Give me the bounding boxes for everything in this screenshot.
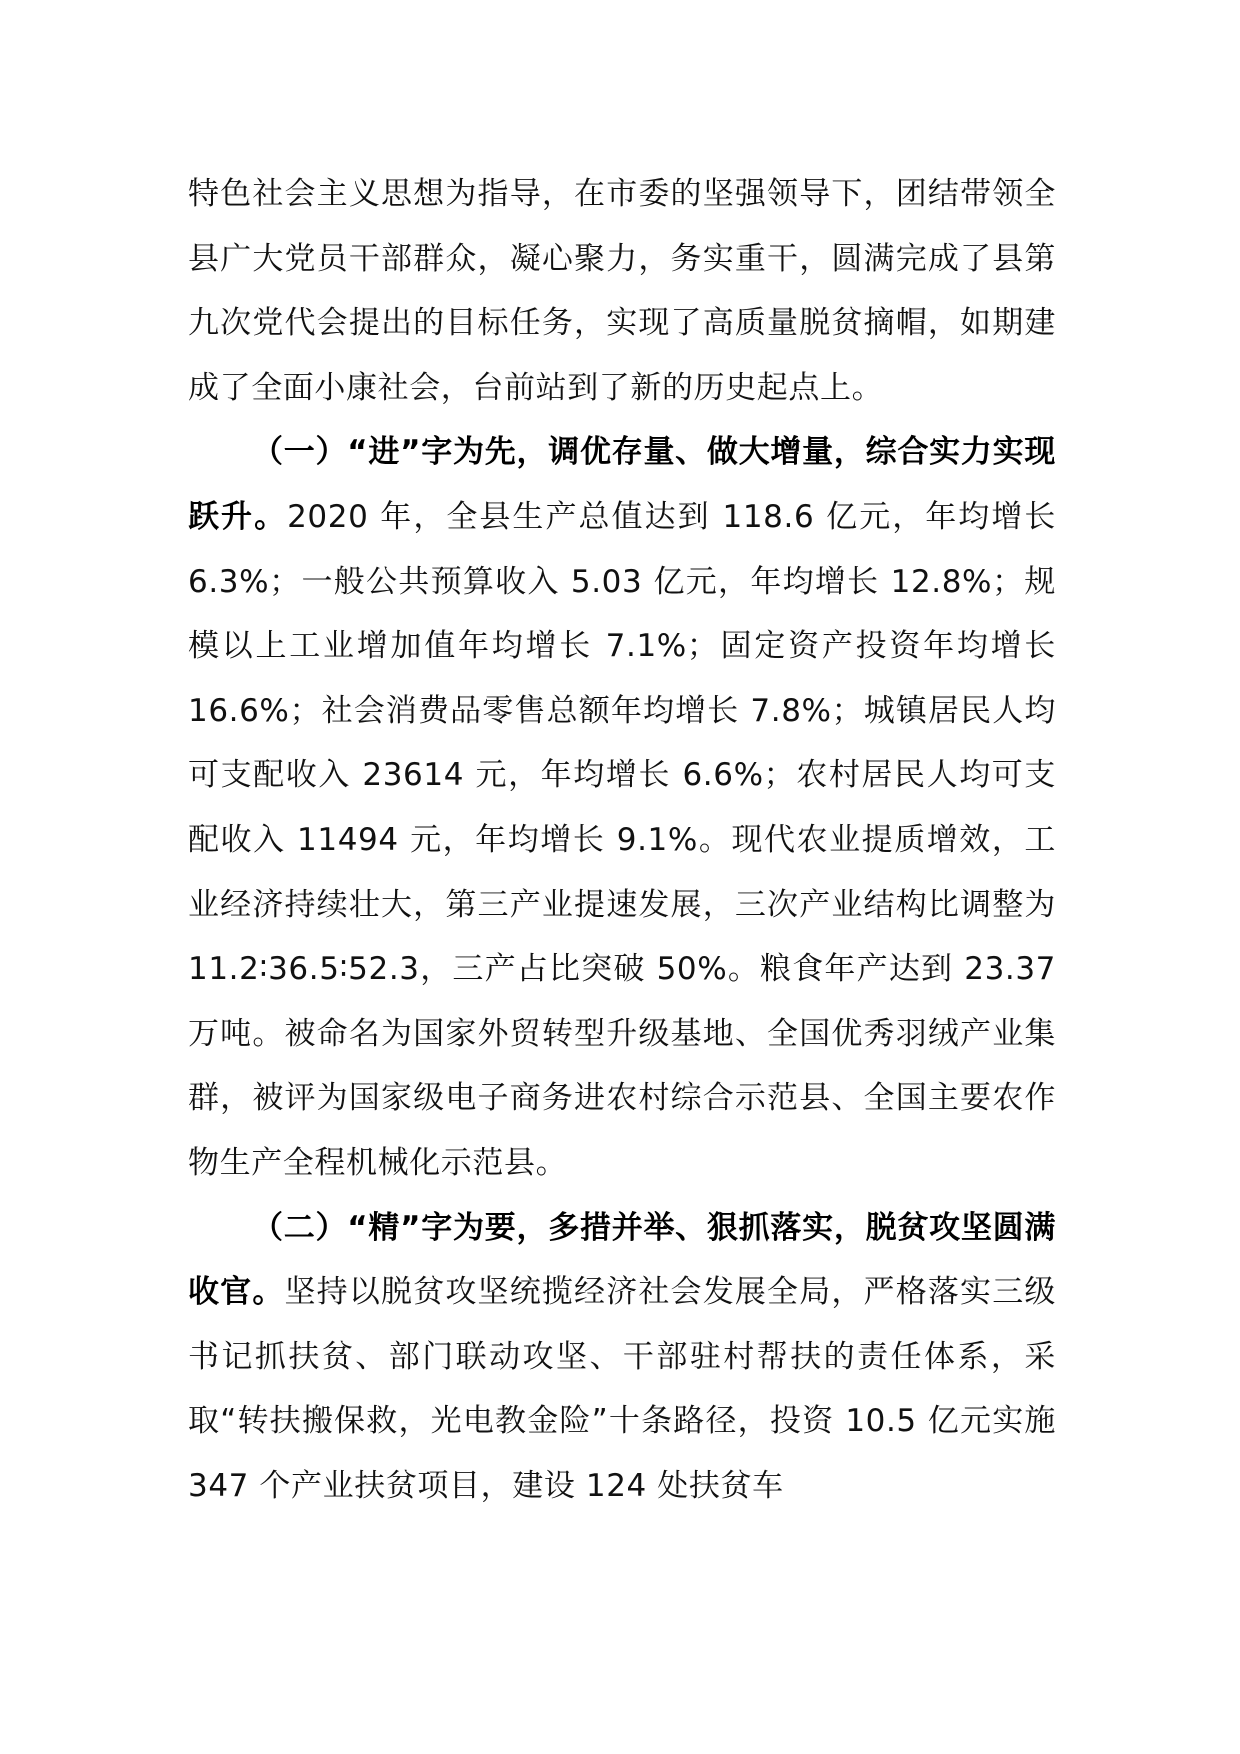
paragraph-intro: [188, 162, 1056, 420]
section-2-heading: （二）“精”字为要，多措并举、狠抓落实，脱贫攻坚圆满收官。: [188, 1209, 1056, 1311]
paragraph-section-1: [188, 420, 1056, 1195]
section-1-heading: （一）“进”字为先，调优存量、做大增量，综合实力实现跃升。: [188, 434, 1056, 535]
section-1-text: 2020 年，全县生产总值达到 118.6 亿元，年均增长 6.3%；一般公共预算收入 5.03 亿元，年均增长 12.8%；规模以上工业增加值年均增长 7.1%；固定资产投资年均增长 16.6%；社会消费品零售总额年均增长 7.8%；城镇居民人均可支配收入 23614 元，年均增长 6.6%；农村居民人均可支配收入 11494 元，年均增长 9.1%。现代农业提质增效，工业经济持续壮大，第三产业提速发展，三次产业结构比调整为 11.2∶36.5∶52.3，三产占比突破 50%。粮食年产达到 23.37 万吨。被命名为国家外贸转型升级基地、全国优秀羽绒产业集群，被评为国家级电子商务进农村综合示范县、全国主要农作物生产全程机械化示范县。: [188, 498, 1056, 1181]
document-body: [188, 162, 1056, 1518]
section-2-text: 坚持以脱贫攻坚统揽经济社会发展全局，严格落实三级书记抓扶贫、部门联动攻坚、干部驻村帮扶的责任体系，采取“转扶搬保救，光电教金险”十条路径，投资 10.5 亿元实施 347 个产业扶贫项目，建设 124 处扶贫车: [188, 1274, 1056, 1504]
paragraph-intro-text: 特色社会主义思想为指导，在市委的坚强领导下，团结带领全县广大党员干部群众，凝心聚力，务实重干，圆满完成了县第九次党代会提出的目标任务，实现了高质量脱贫摘帽，如期建成了全面小康社会，台前站到了新的历史起点上。: [188, 176, 1056, 406]
paragraph-section-2: [188, 1196, 1056, 1519]
